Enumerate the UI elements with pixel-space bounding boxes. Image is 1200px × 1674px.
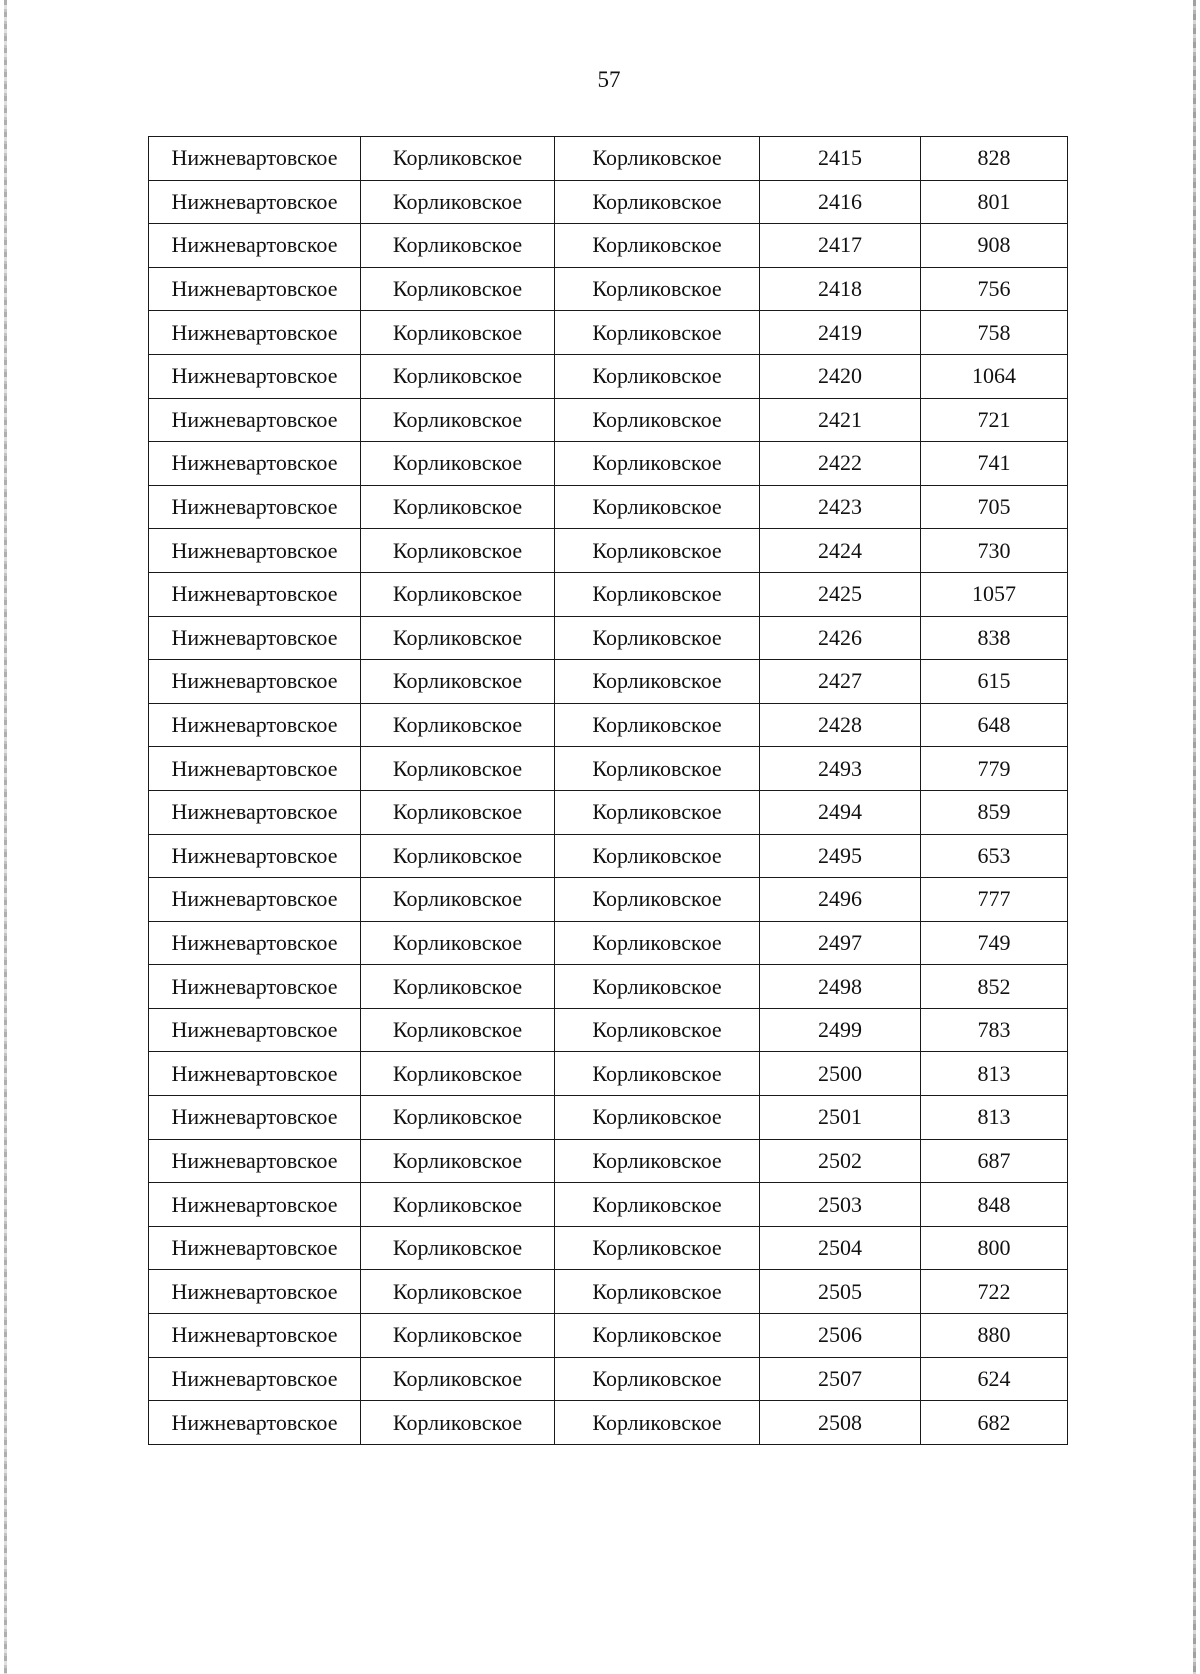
district-cell: Нижневартовское (149, 1183, 361, 1227)
number-cell: 2493 (760, 747, 921, 791)
district-cell: Нижневартовское (149, 616, 361, 660)
settlement-cell: Корликовское (361, 965, 555, 1009)
settlement-cell: Корликовское (361, 1183, 555, 1227)
number-cell: 2505 (760, 1270, 921, 1314)
settlement-cell: Корликовское (361, 1139, 555, 1183)
district-cell: Нижневартовское (149, 572, 361, 616)
table-row (149, 660, 1068, 704)
value-cell: 852 (921, 965, 1068, 1009)
settlement-cell: Корликовское (361, 660, 555, 704)
value-cell: 687 (921, 1139, 1068, 1183)
table-row (149, 442, 1068, 486)
district-cell: Нижневартовское (149, 1314, 361, 1358)
value-cell: 1064 (921, 354, 1068, 398)
settlement-cell: Корликовское (361, 1008, 555, 1052)
table-row (149, 1183, 1068, 1227)
value-cell: 758 (921, 311, 1068, 355)
district-cell: Нижневартовское (149, 1008, 361, 1052)
settlement-cell: Корликовское (361, 703, 555, 747)
table-row (149, 616, 1068, 660)
locality-cell: Корликовское (555, 660, 760, 704)
district-cell: Нижневартовское (149, 878, 361, 922)
value-cell: 756 (921, 267, 1068, 311)
number-cell: 2500 (760, 1052, 921, 1096)
table-row (149, 1052, 1068, 1096)
district-cell: Нижневартовское (149, 1052, 361, 1096)
number-cell: 2499 (760, 1008, 921, 1052)
table-row (149, 1270, 1068, 1314)
value-cell: 1057 (921, 572, 1068, 616)
table-row (149, 1139, 1068, 1183)
number-cell: 2416 (760, 180, 921, 224)
table-row (149, 311, 1068, 355)
table-row (149, 1226, 1068, 1270)
locality-cell: Корликовское (555, 878, 760, 922)
table-row (149, 1314, 1068, 1358)
district-cell: Нижневартовское (149, 660, 361, 704)
locality-cell: Корликовское (555, 965, 760, 1009)
table-row (149, 529, 1068, 573)
number-cell: 2498 (760, 965, 921, 1009)
table-row (149, 921, 1068, 965)
locality-cell: Корликовское (555, 529, 760, 573)
value-cell: 721 (921, 398, 1068, 442)
table-row (149, 1096, 1068, 1140)
table-row (149, 834, 1068, 878)
settlement-cell: Корликовское (361, 1226, 555, 1270)
value-cell: 648 (921, 703, 1068, 747)
number-cell: 2496 (760, 878, 921, 922)
locality-cell: Корликовское (555, 485, 760, 529)
district-cell: Нижневартовское (149, 180, 361, 224)
number-cell: 2497 (760, 921, 921, 965)
value-cell: 777 (921, 878, 1068, 922)
table-row (149, 485, 1068, 529)
table-row (149, 878, 1068, 922)
locality-cell: Корликовское (555, 1139, 760, 1183)
district-cell: Нижневартовское (149, 790, 361, 834)
locality-cell: Корликовское (555, 1052, 760, 1096)
value-cell: 783 (921, 1008, 1068, 1052)
locality-cell: Корликовское (555, 1401, 760, 1445)
settlement-cell: Корликовское (361, 1270, 555, 1314)
district-cell: Нижневартовское (149, 398, 361, 442)
number-cell: 2423 (760, 485, 921, 529)
value-cell: 801 (921, 180, 1068, 224)
locality-cell: Корликовское (555, 1226, 760, 1270)
locality-cell: Корликовское (555, 180, 760, 224)
value-cell: 813 (921, 1052, 1068, 1096)
locality-cell: Корликовское (555, 921, 760, 965)
locality-cell: Корликовское (555, 1008, 760, 1052)
scan-edge-left (4, 0, 7, 1674)
settlement-cell: Корликовское (361, 1314, 555, 1358)
number-cell: 2502 (760, 1139, 921, 1183)
number-cell: 2422 (760, 442, 921, 486)
settlement-cell: Корликовское (361, 180, 555, 224)
value-cell: 828 (921, 137, 1068, 181)
number-cell: 2426 (760, 616, 921, 660)
district-cell: Нижневартовское (149, 354, 361, 398)
locality-cell: Корликовское (555, 267, 760, 311)
table-row (149, 398, 1068, 442)
settlement-cell: Корликовское (361, 1401, 555, 1445)
district-cell: Нижневартовское (149, 1226, 361, 1270)
table-row (149, 224, 1068, 268)
settlement-cell: Корликовское (361, 834, 555, 878)
district-cell: Нижневартовское (149, 137, 361, 181)
district-cell: Нижневартовское (149, 1270, 361, 1314)
value-cell: 730 (921, 529, 1068, 573)
district-cell: Нижневартовское (149, 311, 361, 355)
settlement-cell: Корликовское (361, 921, 555, 965)
number-cell: 2508 (760, 1401, 921, 1445)
settlement-cell: Корликовское (361, 529, 555, 573)
table-row (149, 572, 1068, 616)
number-cell: 2507 (760, 1357, 921, 1401)
number-cell: 2504 (760, 1226, 921, 1270)
locality-cell: Корликовское (555, 616, 760, 660)
value-cell: 848 (921, 1183, 1068, 1227)
settlement-cell: Корликовское (361, 354, 555, 398)
settlement-cell: Корликовское (361, 572, 555, 616)
value-cell: 749 (921, 921, 1068, 965)
table-row (149, 1401, 1068, 1445)
settlement-cell: Корликовское (361, 790, 555, 834)
number-cell: 2415 (760, 137, 921, 181)
number-cell: 2503 (760, 1183, 921, 1227)
settlement-cell: Корликовское (361, 1052, 555, 1096)
number-cell: 2418 (760, 267, 921, 311)
locality-cell: Корликовское (555, 703, 760, 747)
settlement-cell: Корликовское (361, 311, 555, 355)
district-cell: Нижневартовское (149, 442, 361, 486)
locality-cell: Корликовское (555, 442, 760, 486)
district-cell: Нижневартовское (149, 529, 361, 573)
value-cell: 653 (921, 834, 1068, 878)
settlement-cell: Корликовское (361, 137, 555, 181)
district-cell: Нижневартовское (149, 965, 361, 1009)
settlement-cell: Корликовское (361, 485, 555, 529)
value-cell: 813 (921, 1096, 1068, 1140)
number-cell: 2421 (760, 398, 921, 442)
table-row (149, 1357, 1068, 1401)
settlement-cell: Корликовское (361, 616, 555, 660)
value-cell: 800 (921, 1226, 1068, 1270)
district-cell: Нижневартовское (149, 921, 361, 965)
district-cell: Нижневартовское (149, 267, 361, 311)
table-row (149, 267, 1068, 311)
table-row (149, 180, 1068, 224)
settlement-cell: Корликовское (361, 1096, 555, 1140)
number-cell: 2495 (760, 834, 921, 878)
settlement-cell: Корликовское (361, 267, 555, 311)
value-cell: 722 (921, 1270, 1068, 1314)
locality-cell: Корликовское (555, 354, 760, 398)
table-row (149, 790, 1068, 834)
number-cell: 2425 (760, 572, 921, 616)
number-cell: 2419 (760, 311, 921, 355)
value-cell: 838 (921, 616, 1068, 660)
value-cell: 859 (921, 790, 1068, 834)
locality-cell: Корликовское (555, 834, 760, 878)
locality-cell: Корликовское (555, 137, 760, 181)
table-row (149, 703, 1068, 747)
locality-cell: Корликовское (555, 398, 760, 442)
locality-cell: Корликовское (555, 1183, 760, 1227)
value-cell: 615 (921, 660, 1068, 704)
district-cell: Нижневартовское (149, 747, 361, 791)
district-cell: Нижневартовское (149, 1401, 361, 1445)
settlement-cell: Корликовское (361, 1357, 555, 1401)
district-cell: Нижневартовское (149, 485, 361, 529)
value-cell: 908 (921, 224, 1068, 268)
data-table (148, 136, 1068, 1445)
number-cell: 2427 (760, 660, 921, 704)
district-cell: Нижневартовское (149, 834, 361, 878)
table-row (149, 965, 1068, 1009)
settlement-cell: Корликовское (361, 878, 555, 922)
table-row (149, 137, 1068, 181)
locality-cell: Корликовское (555, 1096, 760, 1140)
value-cell: 705 (921, 485, 1068, 529)
table-row (149, 747, 1068, 791)
value-cell: 682 (921, 1401, 1068, 1445)
number-cell: 2417 (760, 224, 921, 268)
number-cell: 2428 (760, 703, 921, 747)
page-number: 57 (597, 67, 621, 92)
number-cell: 2506 (760, 1314, 921, 1358)
number-cell: 2420 (760, 354, 921, 398)
table-row (149, 1008, 1068, 1052)
value-cell: 741 (921, 442, 1068, 486)
locality-cell: Корликовское (555, 1270, 760, 1314)
number-cell: 2494 (760, 790, 921, 834)
district-cell: Нижневартовское (149, 1357, 361, 1401)
locality-cell: Корликовское (555, 224, 760, 268)
number-cell: 2501 (760, 1096, 921, 1140)
settlement-cell: Корликовское (361, 747, 555, 791)
value-cell: 624 (921, 1357, 1068, 1401)
table-row (149, 354, 1068, 398)
scan-edge-right (1193, 0, 1196, 1674)
locality-cell: Корликовское (555, 311, 760, 355)
settlement-cell: Корликовское (361, 398, 555, 442)
locality-cell: Корликовское (555, 1357, 760, 1401)
district-cell: Нижневартовское (149, 1139, 361, 1183)
locality-cell: Корликовское (555, 572, 760, 616)
settlement-cell: Корликовское (361, 442, 555, 486)
value-cell: 880 (921, 1314, 1068, 1358)
district-cell: Нижневартовское (149, 703, 361, 747)
locality-cell: Корликовское (555, 790, 760, 834)
district-cell: Нижневартовское (149, 224, 361, 268)
table-body (149, 137, 1068, 1445)
value-cell: 779 (921, 747, 1068, 791)
locality-cell: Корликовское (555, 747, 760, 791)
number-cell: 2424 (760, 529, 921, 573)
locality-cell: Корликовское (555, 1314, 760, 1358)
district-cell: Нижневартовское (149, 1096, 361, 1140)
settlement-cell: Корликовское (361, 224, 555, 268)
